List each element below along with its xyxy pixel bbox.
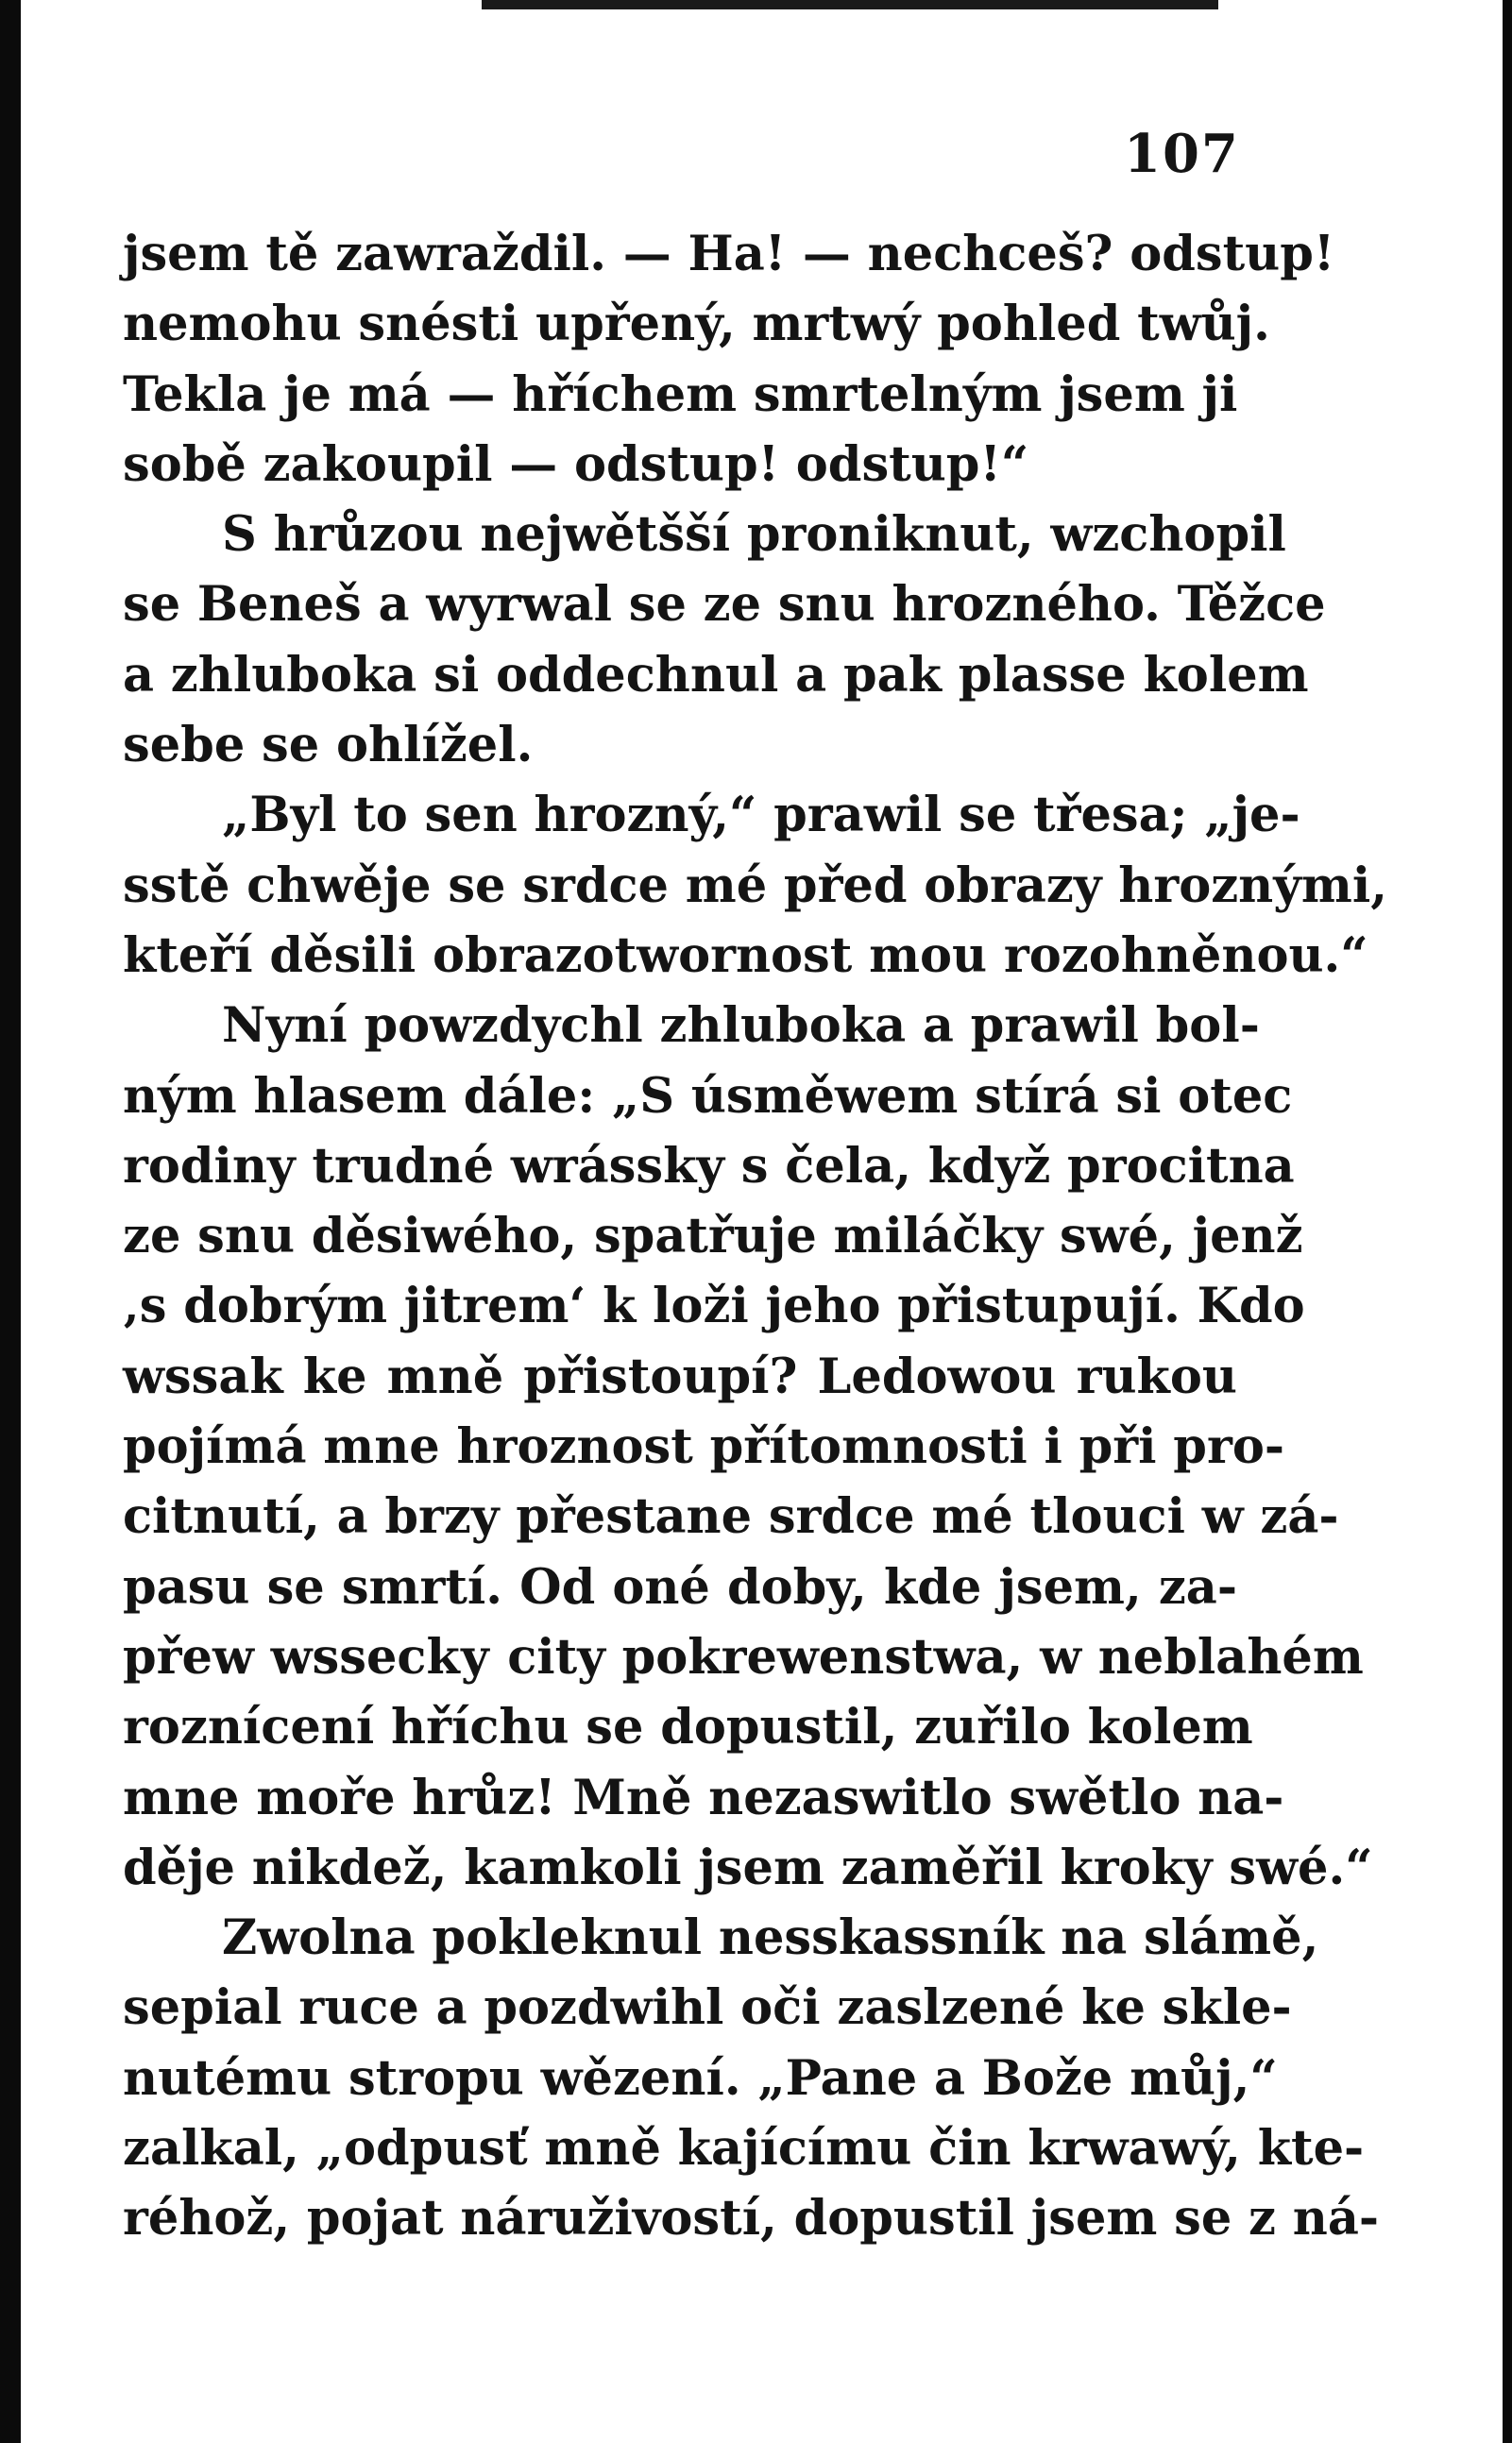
page-number: 107 [1124, 123, 1240, 185]
text-line: pasu se smrtí. Od oné doby, kde jsem, za- [123, 1558, 1237, 1616]
text-line: sepial ruce a pozdwihl oči zaslzené ke skle- [123, 1979, 1292, 2037]
text-line: nemohu snésti upřený, mrtwý pohled twůj. [123, 296, 1270, 353]
scan-right-border [1503, 0, 1512, 2443]
text-line: S hrůzou nejwětšší proniknut, wzchopil [222, 506, 1286, 564]
text-line: wssak ke mně přistoupí? Ledowou rukou [123, 1348, 1237, 1405]
text-line: rodiny trudné wrássky s čela, když procitna [123, 1137, 1295, 1195]
text-line: réhož, pojat náruživostí, dopustil jsem se z ná- [123, 2190, 1380, 2248]
scan-top-border [482, 0, 1218, 9]
text-line: jsem tě zawraždil. — Ha! — nechceš? odstup! [123, 226, 1335, 282]
text-line: sobě zakoupil — odstup! odstup!“ [123, 435, 1029, 493]
text-line: „Byl to sen hrozný,“ prawil se třesa; „je- [222, 787, 1300, 844]
text-line: a zhluboka si oddechnul a pak plasse kolem [123, 646, 1309, 704]
text-line: nutému stropu wězení. „Pane a Bože můj,“ [123, 2049, 1278, 2107]
text-line: sebe se ohlížel. [123, 717, 534, 774]
text-line: Nyní powzdychl zhluboka a prawil bol- [222, 997, 1260, 1055]
text-line: sstě chwěje se srdce mé před obrazy hroznými, [123, 857, 1387, 914]
text-line: citnutí, a brzy přestane srdce mé tlouci w zá- [123, 1488, 1339, 1546]
text-line: pojímá mne hroznost přítomnosti i při pro- [123, 1418, 1285, 1476]
text-line: ‚s dobrým jitrem‘ k loži jeho přistupují. Kdo [123, 1278, 1305, 1335]
text-line: přew wsseckу city pokrewenstwa, w neblahém [123, 1628, 1364, 1686]
text-line: Tekla je má — hříchem smrtelným jsem ji [123, 365, 1238, 423]
scan-left-border [0, 0, 21, 2443]
text-line: ným hlasem dále: „S úsměwem stírá si otec [123, 1067, 1293, 1125]
page-text [123, 219, 1387, 2254]
text-line: zalkal, „odpusť mně kajícímu čin krwawý, kte- [123, 2120, 1365, 2178]
text-line: roznícení hříchu se dopustil, zuřilo kolem [123, 1699, 1253, 1756]
text-line: Zwolna pokleknul nesskassník na slámě, [222, 1909, 1319, 1967]
text-line: kteří děsili obrazotwornost mou rozohněnou.“ [123, 926, 1368, 984]
text-line: se Beneš a wyrwal se ze snu hrozného. Těžce [123, 576, 1326, 634]
text-line: mne moře hrůz! Mně nezaswitlo swětlo na- [123, 1769, 1284, 1826]
text-line: ze snu děsiwého, spatřuje miláčky swé, jenž [123, 1208, 1303, 1265]
text-line: děje nikdež, kamkoli jsem zaměřil kroky swé.“ [123, 1839, 1373, 1896]
